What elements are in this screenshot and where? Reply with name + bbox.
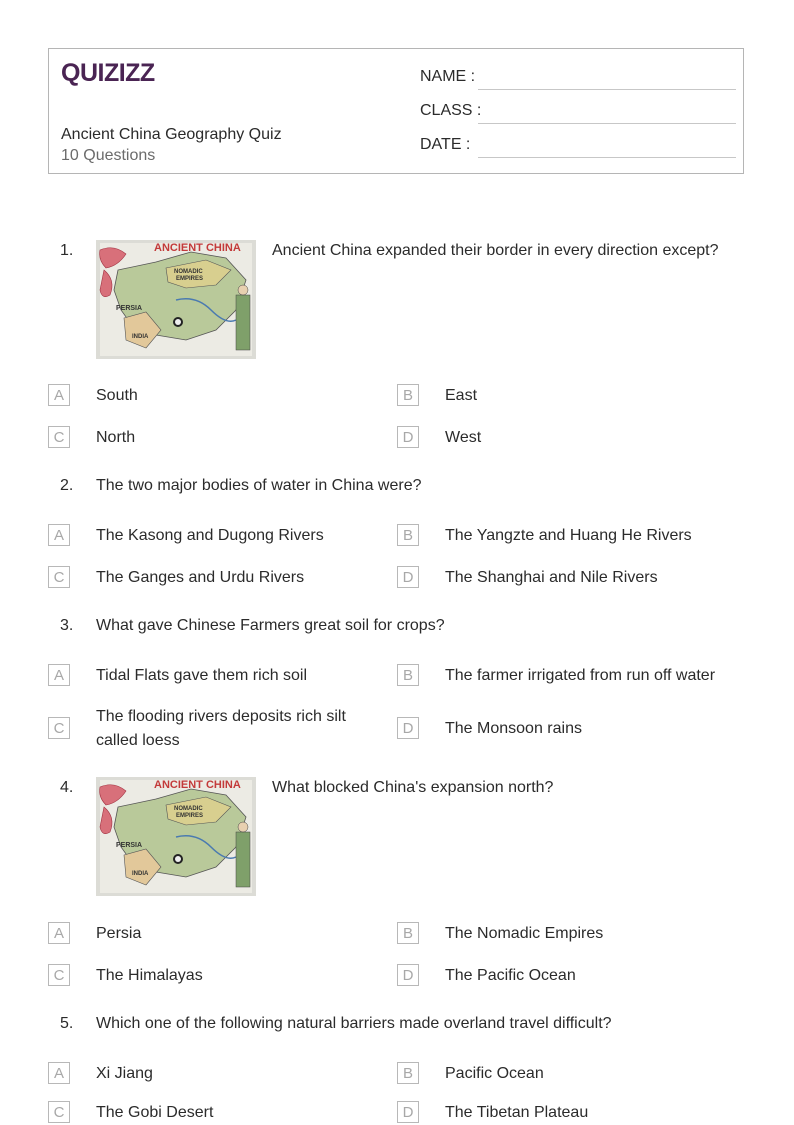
map-empires-label: EMPIRES bbox=[176, 276, 204, 282]
class-label: CLASS : bbox=[420, 102, 482, 119]
map-persia-label: PERSIA bbox=[116, 305, 143, 312]
question-1-text: Ancient China expanded their border in every direction except? bbox=[272, 242, 719, 259]
option-letter-box: C bbox=[48, 964, 70, 986]
option-text[interactable]: The Ganges and Urdu Rivers bbox=[96, 569, 305, 586]
option-letter-box: D bbox=[397, 566, 419, 588]
option-text[interactable]: Tidal Flats gave them rich soil bbox=[96, 667, 308, 684]
option-text[interactable]: The flooding rivers deposits rich silt called loess bbox=[96, 708, 346, 749]
map-nomadic-label: NOMADIC bbox=[174, 806, 203, 812]
option-text[interactable]: The Shanghai and Nile Rivers bbox=[445, 569, 658, 586]
option-letter-box: C bbox=[48, 1101, 70, 1123]
option-letter-box: B bbox=[397, 384, 419, 406]
question-2-text: The two major bodies of water in China were? bbox=[96, 477, 422, 494]
option-letter-box: A bbox=[48, 922, 70, 944]
option-letter-box: C bbox=[48, 566, 70, 588]
option-letter-box: B bbox=[397, 922, 419, 944]
option-letter-box: B bbox=[397, 664, 419, 686]
map-persia-label: PERSIA bbox=[116, 842, 143, 849]
worksheet-header bbox=[48, 48, 744, 174]
question-2-number: 2. bbox=[60, 477, 74, 494]
option-text[interactable]: The farmer irrigated from run off water bbox=[445, 667, 716, 684]
question-5-text: Which one of the following natural barriers made overland travel difficult? bbox=[96, 1015, 612, 1032]
option-text[interactable]: East bbox=[445, 387, 478, 404]
name-line bbox=[478, 89, 736, 90]
map-title-text: ANCIENT CHINA bbox=[154, 242, 241, 254]
option-text[interactable]: South bbox=[96, 387, 138, 404]
option-letter-box: A bbox=[48, 524, 70, 546]
class-field[interactable] bbox=[420, 100, 736, 124]
map-india-label: INDIA bbox=[132, 334, 149, 340]
option-text[interactable]: West bbox=[445, 429, 482, 446]
map-nomadic-label: NOMADIC bbox=[174, 269, 203, 275]
option-text[interactable]: The Monsoon rains bbox=[445, 720, 582, 737]
question-1-number: 1. bbox=[60, 242, 74, 259]
ancient-china-map-image bbox=[96, 777, 256, 896]
class-line bbox=[478, 123, 736, 124]
option-letter-box: B bbox=[397, 524, 419, 546]
option-text[interactable]: Pacific Ocean bbox=[445, 1065, 544, 1082]
ancient-china-map-image bbox=[96, 240, 256, 359]
option-letter-box: A bbox=[48, 384, 70, 406]
date-line bbox=[478, 157, 736, 158]
option-text[interactable]: The Himalayas bbox=[96, 967, 203, 984]
map-title-text: ANCIENT CHINA bbox=[154, 779, 241, 791]
quizizz-logo: QUIZIZZ bbox=[61, 59, 155, 87]
option-text[interactable]: North bbox=[96, 429, 136, 446]
option-text[interactable]: The Kasong and Dugong Rivers bbox=[96, 527, 324, 544]
option-text[interactable]: Persia bbox=[96, 925, 142, 942]
option-text[interactable]: The Pacific Ocean bbox=[445, 967, 576, 984]
question-4-text: What blocked China's expansion north? bbox=[272, 779, 554, 796]
option-text[interactable]: The Yangzte and Huang He Rivers bbox=[445, 527, 692, 544]
option-text[interactable]: The Gobi Desert bbox=[96, 1104, 214, 1121]
option-letter-box: A bbox=[48, 664, 70, 686]
name-label: NAME : bbox=[420, 68, 476, 85]
option-text[interactable]: The Tibetan Plateau bbox=[445, 1104, 589, 1121]
option-letter-box: D bbox=[397, 1101, 419, 1123]
question-5-number: 5. bbox=[60, 1015, 74, 1032]
name-field[interactable] bbox=[420, 66, 736, 90]
option-letter-box: D bbox=[397, 717, 419, 739]
question-3-number: 3. bbox=[60, 617, 74, 634]
question-4-number: 4. bbox=[60, 779, 74, 796]
option-letter-box: C bbox=[48, 717, 70, 739]
question-count: 10 Questions bbox=[61, 147, 156, 164]
question-3-text: What gave Chinese Farmers great soil for crops? bbox=[96, 617, 445, 634]
option-text[interactable]: The Nomadic Empires bbox=[445, 925, 604, 942]
option-letter-box: D bbox=[397, 964, 419, 986]
date-label: DATE : bbox=[420, 136, 471, 153]
map-empires-label: EMPIRES bbox=[176, 813, 204, 819]
option-text[interactable]: Xi Jiang bbox=[96, 1065, 153, 1082]
quiz-title: Ancient China Geography Quiz bbox=[61, 126, 282, 143]
option-letter-box: C bbox=[48, 426, 70, 448]
option-letter-box: B bbox=[397, 1062, 419, 1084]
option-letter-box: D bbox=[397, 426, 419, 448]
date-field[interactable] bbox=[420, 134, 736, 158]
map-india-label: INDIA bbox=[132, 871, 149, 877]
option-letter-box: A bbox=[48, 1062, 70, 1084]
